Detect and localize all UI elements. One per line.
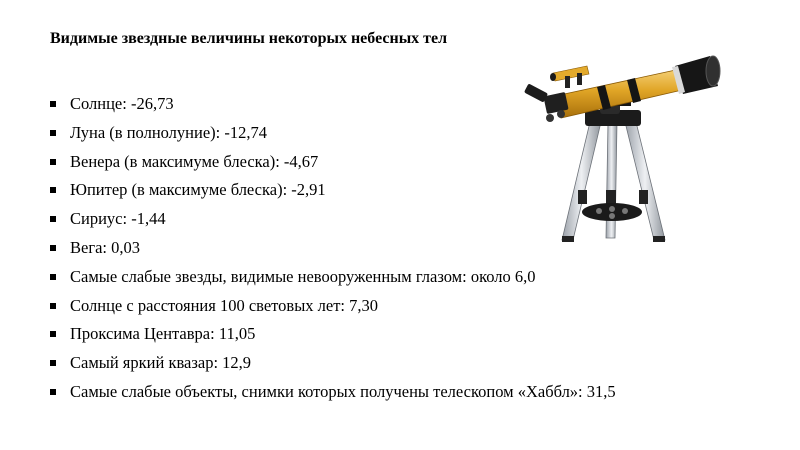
- list-item: [50, 263, 616, 292]
- bullet-icon: [50, 245, 56, 251]
- list-item-text: Сириус: -1,44: [70, 209, 166, 229]
- bullet-icon: [50, 274, 56, 280]
- bullet-icon: [50, 101, 56, 107]
- bullet-icon: [50, 216, 56, 222]
- list-item-text: Самые слабые звезды, видимые невооруженным глазом: около 6,0: [70, 266, 536, 286]
- list-item-text: Самый яркий квазар: 12,9: [70, 353, 252, 373]
- list-item-text: Солнце с расстояния 100 световых лет: 7,30: [70, 295, 379, 315]
- bullet-icon: [50, 159, 56, 165]
- bullet-icon: [50, 360, 56, 366]
- bullet-icon: [50, 187, 56, 193]
- list-item-text: Солнце: -26,73: [70, 94, 174, 113]
- list-item: [50, 320, 616, 349]
- list-item-text: Проксима Центавра: 11,05: [70, 324, 256, 344]
- bullet-icon: [50, 130, 56, 136]
- list-item-text: Венера (в максимуме блеска): -4,67: [70, 151, 319, 171]
- list-item: [50, 378, 616, 407]
- list-item: [50, 349, 616, 378]
- list-item-text: Луна (в полнолуние): -12,74: [70, 122, 267, 142]
- list-item-text: Вега: 0,03: [70, 237, 141, 257]
- bullet-icon: [50, 303, 56, 309]
- list-item-text: Самые слабые объекты, снимки которых получены телескопом «Хаббл»: 31,5: [70, 381, 616, 401]
- bullet-icon: [50, 331, 56, 337]
- slide-title: Видимые звездные величины некоторых небесных тел: [50, 30, 448, 47]
- telescope-icon: [515, 40, 740, 245]
- list-item: [50, 292, 616, 321]
- list-item-text: Юпитер (в максимуме блеска): -2,91: [70, 180, 326, 200]
- bullet-icon: [50, 389, 56, 395]
